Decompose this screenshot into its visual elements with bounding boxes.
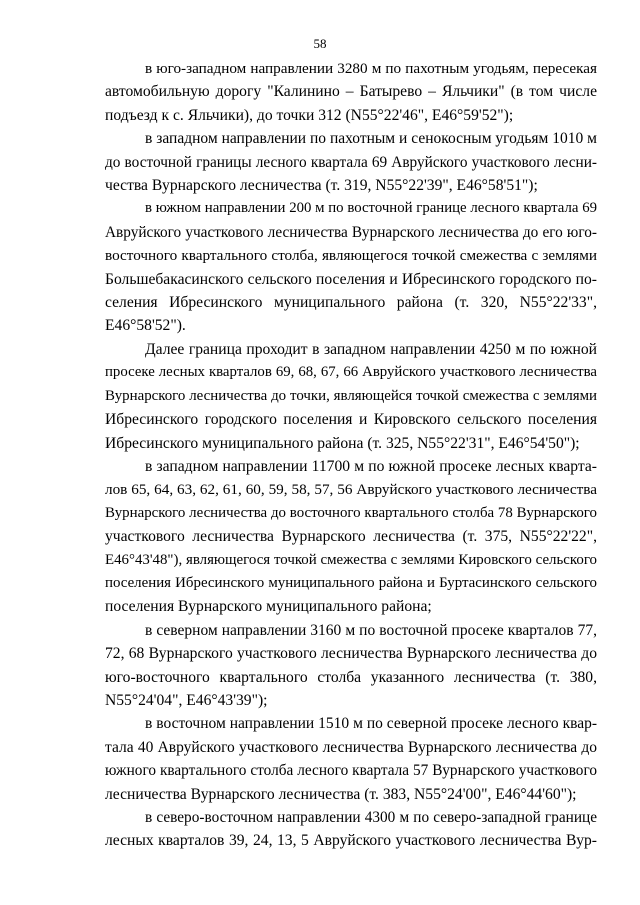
text-line: чества Вурнарского лесничества (т. 319, N55°22'39", E46°58'51"); — [105, 177, 538, 195]
paragraph — [105, 455, 597, 619]
paragraph — [105, 619, 597, 713]
text-line: Ибресинского городского поселения и Кировского сельского поселения — [105, 411, 597, 429]
text-line: в юго-западном направлении 3280 м по пахотным угодьям, пересекая — [145, 60, 597, 77]
paragraph — [105, 806, 597, 853]
text-line: поселения Вурнарского муниципального района; — [105, 598, 432, 616]
text-line: подъезд к с. Яльчики), до точки 312 (N55°22'46", E46°59'52"); — [105, 106, 514, 124]
text-line: до восточной границы лесного квартала 69 Авруйского участкового лесни- — [105, 153, 597, 171]
paragraph — [105, 57, 597, 127]
paragraph — [105, 338, 597, 455]
paragraph — [105, 712, 597, 806]
text-line: южного квартального столба лесного квартала 57 Вурнарского участкового — [105, 762, 597, 780]
text-line: лов 65, 64, 63, 62, 61, 60, 59, 58, 57, 56 Авруйского участкового лесничества — [105, 481, 597, 499]
text-line: юго-восточного квартального столба указанного лесничества (т. 380, — [105, 668, 597, 686]
page-number: 58 — [313, 36, 327, 51]
text-line: восточного квартального столба, являющегося точкой смежества с землями — [105, 247, 597, 265]
text-line: участкового лесничества Вурнарского лесничества (т. 375, N55°22'22", — [105, 528, 597, 546]
document-body — [105, 57, 597, 853]
text-line: в южном направлении 200 м по восточной границе лесного квартала 69 — [145, 200, 597, 217]
text-line: в западном направлении по пахотным и сенокосным угодьям 1010 м — [145, 130, 597, 148]
text-line: поселения Ибресинского муниципального района и Буртасинского сельского — [105, 574, 597, 591]
text-line: N55°24'04", E46°43'39"); — [105, 691, 268, 709]
text-line: E46°43'48"), являющегося точкой смежества с землями Кировского сельского — [105, 551, 597, 568]
text-line: просеке лесных кварталов 69, 68, 67, 66 Авруйского участкового лесничества — [105, 364, 597, 381]
text-line: Ибресинского муниципального района (т. 325, N55°22'31", E46°54'50"); — [105, 434, 580, 452]
text-line: автомобильную дорогу "Калинино – Батырево – Яльчики" (в том числе — [105, 83, 597, 101]
text-line: в северном направлении 3160 м по восточной просеке кварталов 77, — [145, 621, 597, 639]
text-line: Вурнарского лесничества до восточного квартального столба 78 Вурнарского — [105, 504, 597, 521]
paragraph — [105, 197, 597, 337]
text-line: Вурнарского лесничества до точки, являющейся точкой смежества с землями — [105, 387, 597, 404]
text-line: Далее граница проходит в западном направлении 4250 м по южной — [145, 340, 597, 358]
text-line: в западном направлении 11700 м по южной просеке лесных кварта- — [145, 457, 597, 475]
paragraph — [105, 127, 597, 197]
text-line: тала 40 Авруйского участкового лесничества Вурнарского лесничества до — [105, 738, 597, 756]
text-line: Большебакасинского сельского поселения и Ибресинского городского по- — [105, 270, 597, 288]
text-line: лесных кварталов 39, 24, 13, 5 Авруйского участкового лесничества Вур- — [105, 832, 597, 850]
text-line: в северо-восточном направлении 4300 м по северо-западной границе — [145, 809, 597, 826]
text-line: лесничества Вурнарского лесничества (т. 383, N55°24'00", E46°44'60"); — [105, 785, 577, 803]
text-line: Авруйского участкового лесничества Вурнарского лесничества до его юго- — [105, 223, 597, 241]
text-line: E46°58'52"). — [105, 317, 186, 335]
text-line: 72, 68 Вурнарского участкового лесничества Вурнарского лесничества до — [105, 645, 597, 663]
text-line: в восточном направлении 1510 м по северной просеке лесного квар- — [145, 715, 597, 733]
text-line: селения Ибресинского муниципального района (т. 320, N55°22'33", — [105, 294, 597, 312]
